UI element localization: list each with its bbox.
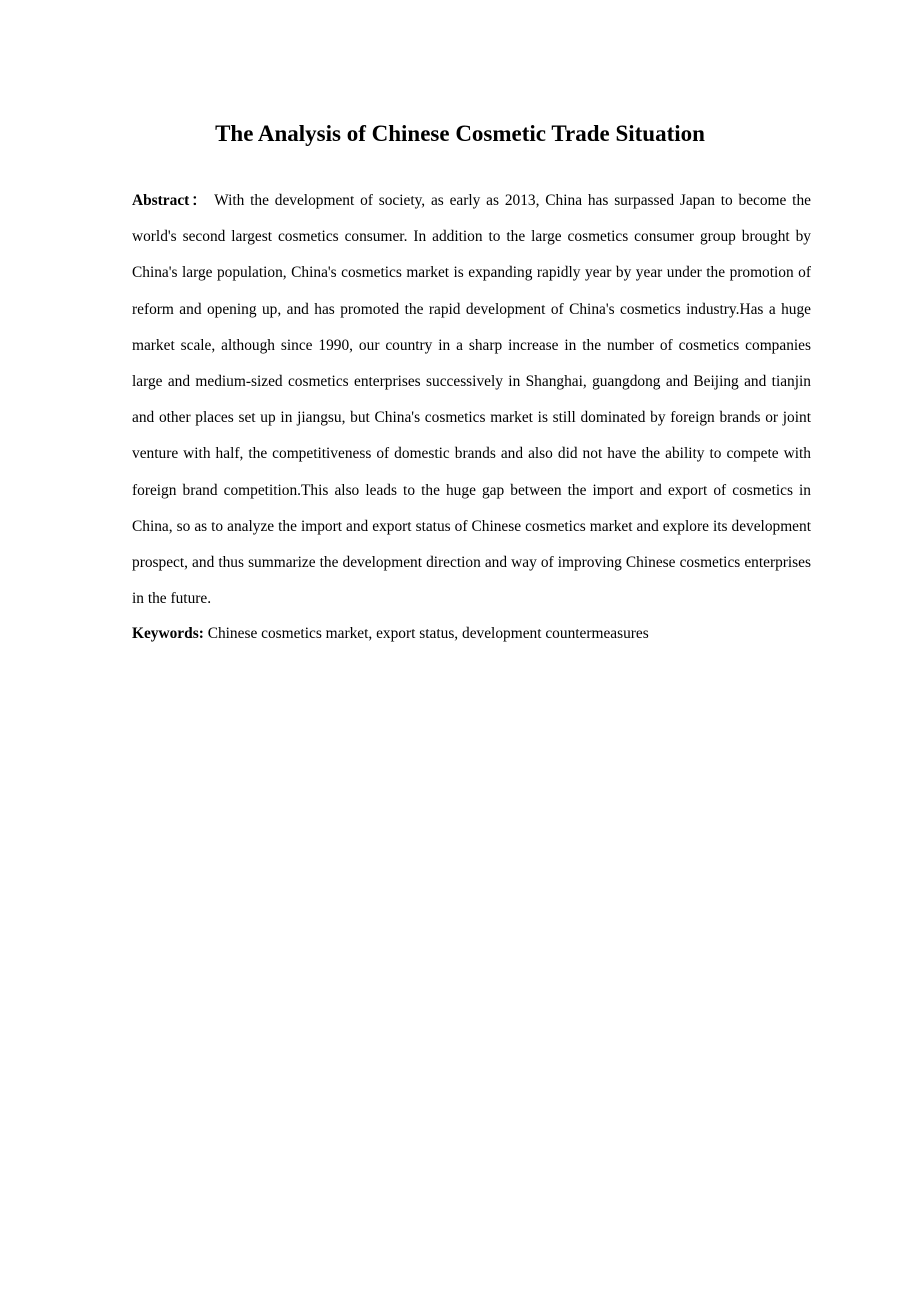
paper-title: The Analysis of Chinese Cosmetic Trade Situation: [215, 121, 705, 146]
abstract-label: Abstract：: [132, 192, 209, 209]
keywords-paragraph: [132, 616, 811, 652]
keywords-label: Keywords:: [132, 625, 204, 642]
abstract-paragraph: [132, 183, 811, 617]
abstract-text: With the development of society, as early as 2013, China has surpassed Japan to become the world's second largest cosmetics consumer. In addition to the large cosmetics consumer group brought by China's large population, China's cosmetics market is expanding rapidly year by year under the promotion of reform and opening up, and has promoted the rapid development of China's cosmetics industry.Has a huge market scale, although since 1990, our country in a sharp increase in the number of cosmetics companies large and medium-sized cosmetics enterprises successively in Shanghai, guangdong and Beijing and tianjin and other places set up in jiangsu, but China's cosmetics market is still dominated by foreign brands or joint venture with half, the competitiveness of domestic brands and also did not have the ability to compete with foreign brand competition.This also leads to the huge gap between the import and export of cosmetics in China, so as to analyze the import and export status of Chinese cosmetics market and explore its development prospect, and thus summarize the development direction and way of improving Chinese cosmetics enterprises in the future.: [132, 192, 811, 608]
keywords-text: Chinese cosmetics market, export status, development countermeasures: [207, 625, 649, 642]
